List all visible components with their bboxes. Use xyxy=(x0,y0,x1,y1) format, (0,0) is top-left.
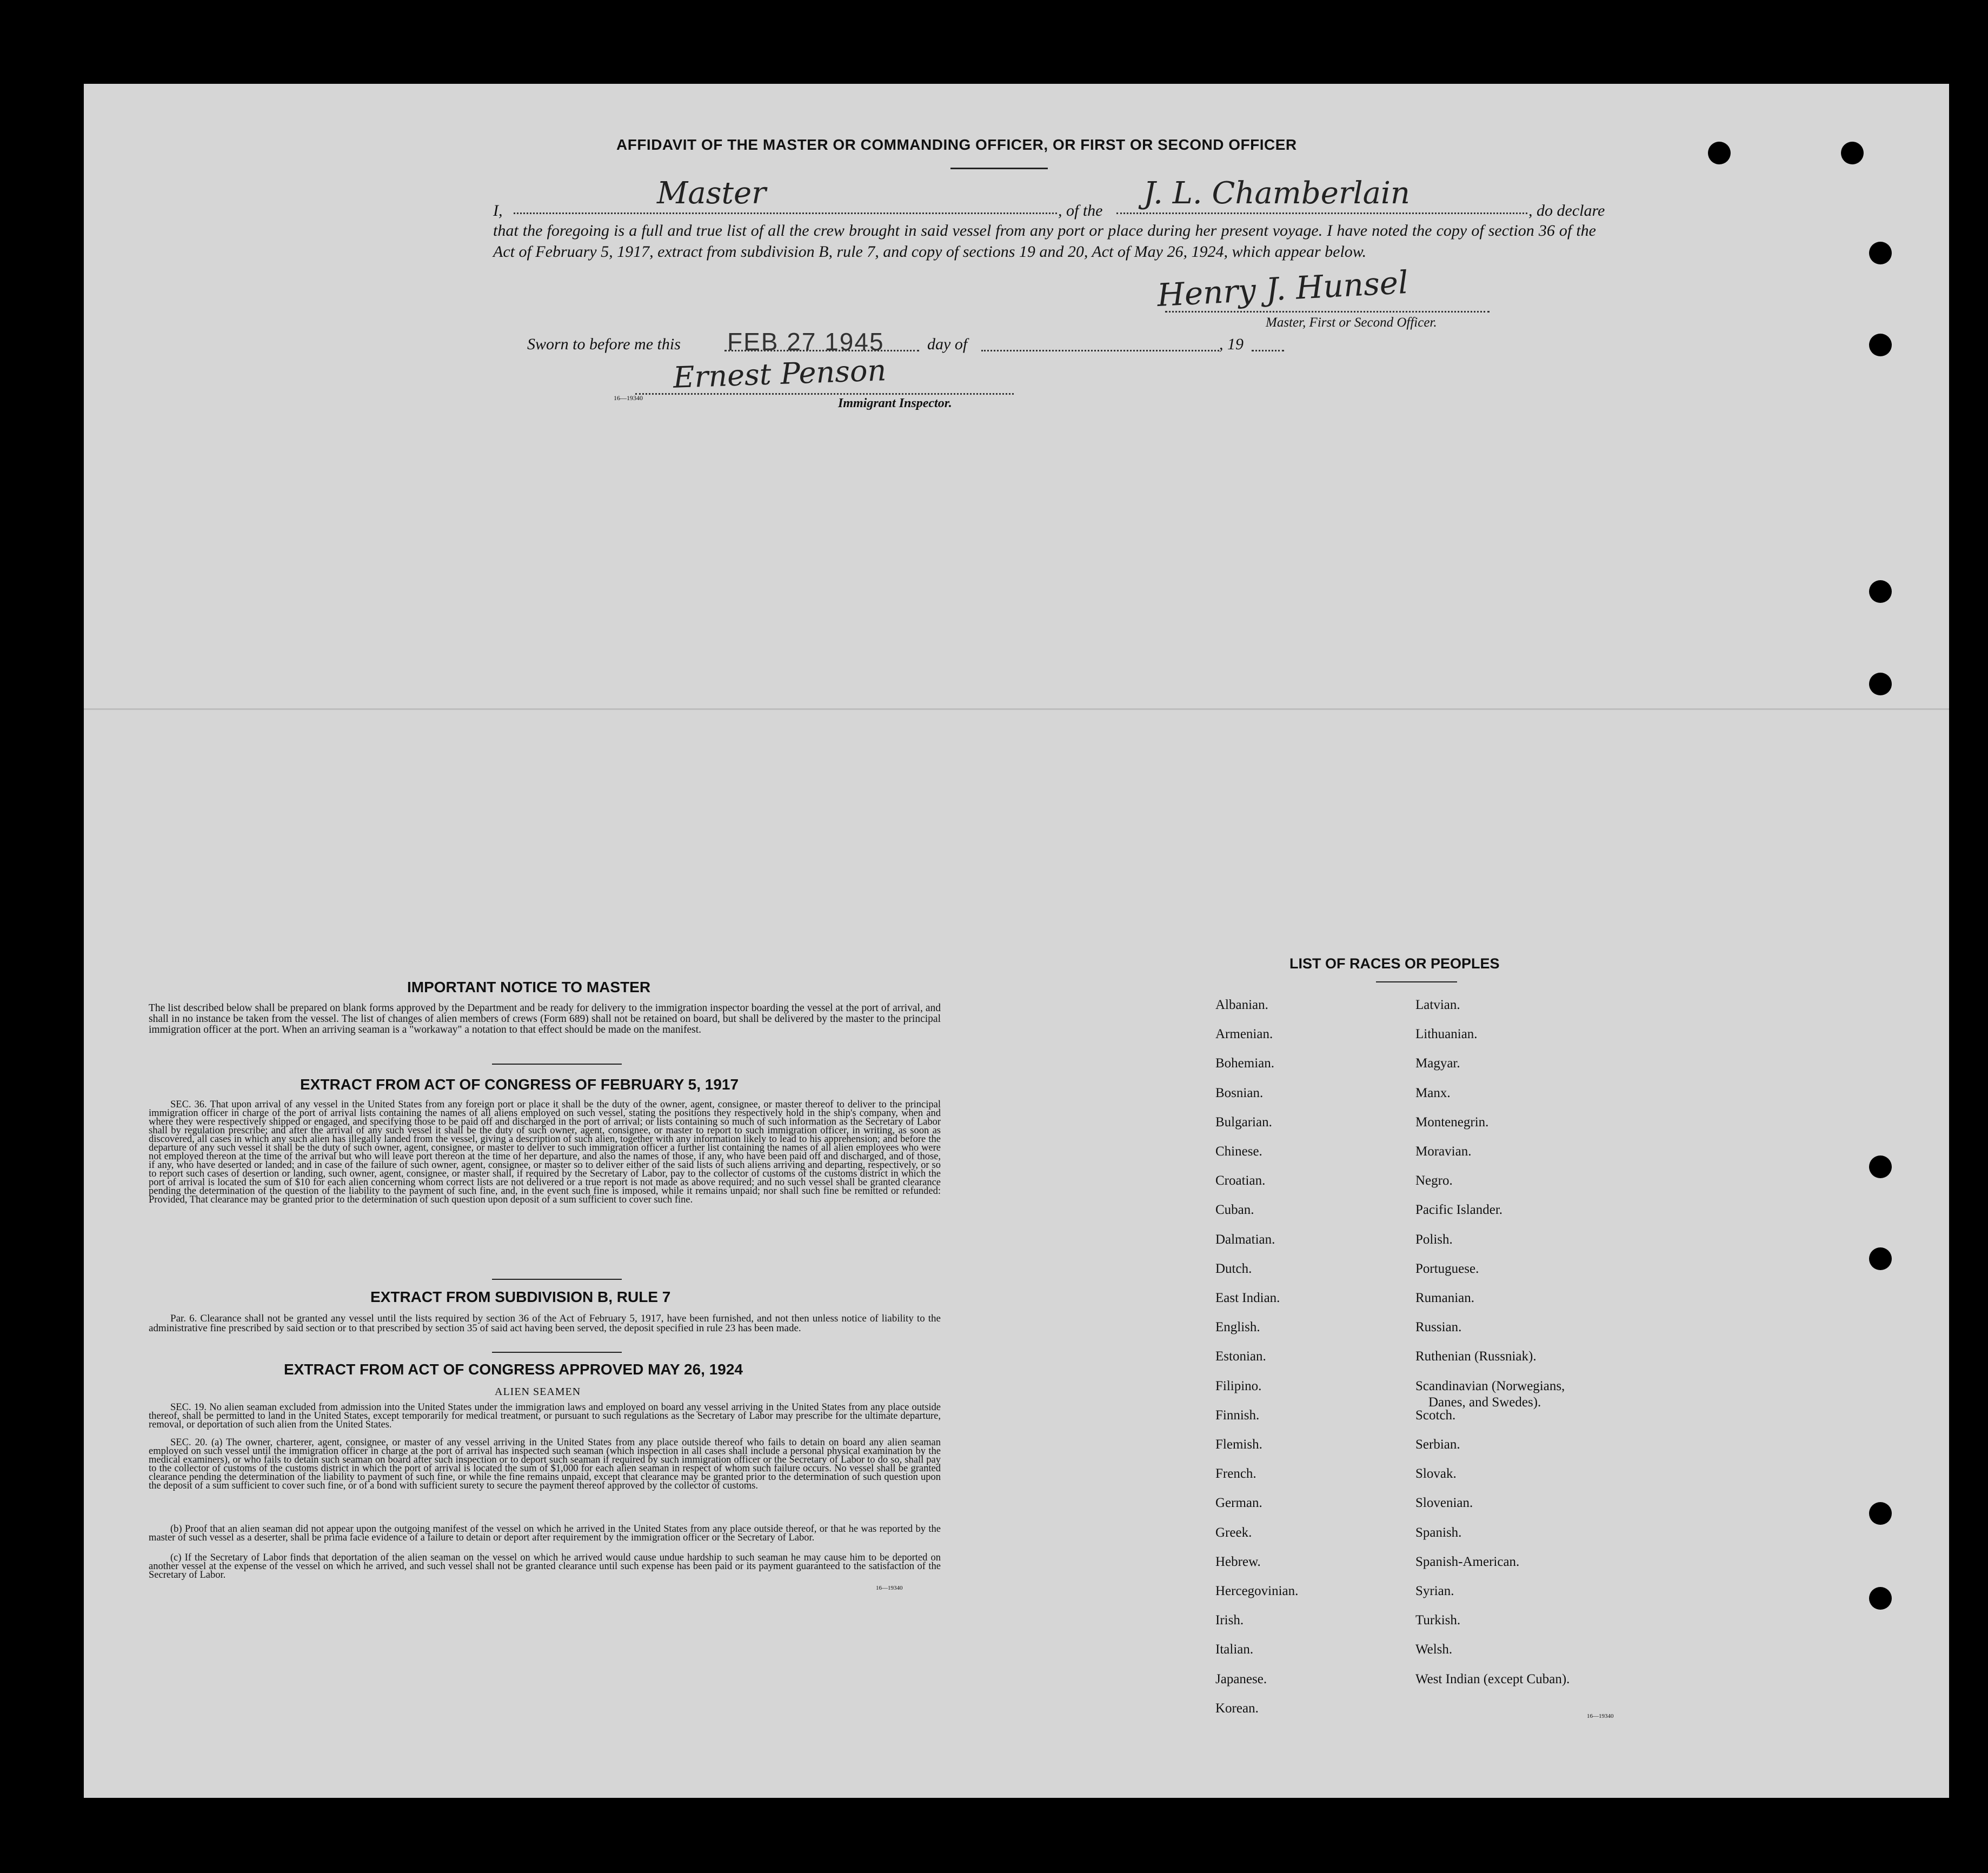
race-item: Polish. xyxy=(1415,1232,1453,1247)
punch-hole xyxy=(1841,142,1864,164)
extract3-subtitle: ALIEN SEAMEN xyxy=(495,1386,581,1398)
sec20a-text: SEC. 20. (a) The owner, charterer, agent, consignee, or master of any vessel arriving in the United States from any place outside thereof who fails to detain on board any alien seaman employed on such vessel until the immigration officer in charge at the port of arrival has inspected such seaman (which inspection in all cases shall include a personal physical examination by the medical examiners), or who fails to detain such seaman on board after such inspection or to deport such seaman if required by such immigration officer or the Secretary of Labor to do so, shall pay to the collector of customs of the customs district in which the port of arrival is located the sum of $1,000 for each alien seaman in respect of whom such failure occurs. No vessel shall be granted clearance pending the determination of the liability to payment of such fine, or while the fine remains unpaid, except that clearance may be granted prior to the determination of such question upon the deposit of a sum sufficient to cover such fine, or of a bond with sufficient surety to secure the payment thereof approved by the collector of customs. xyxy=(149,1437,941,1491)
punch-hole xyxy=(1869,242,1892,264)
month-line xyxy=(981,350,1219,351)
race-item: Slovak. xyxy=(1415,1466,1457,1482)
race-item: Lithuanian. xyxy=(1415,1027,1478,1042)
year-prefix: , 19 xyxy=(1219,335,1244,353)
race-item: Hebrew. xyxy=(1215,1554,1261,1569)
extract1-title: EXTRACT FROM ACT OF CONGRESS OF FEBRUARY 5, 1917 xyxy=(300,1076,739,1093)
extract1-text: SEC. 36. That upon arrival of any vessel in the United States from any foreign port or place it shall be the duty of the owner, agent, consignee, or master thereof to deliver to the principal immigration officer in charge of the port of arrival lists containing the names of all aliens employed on such vessel, stating the positions they respectively hold in the ship's company, when and where they were respectively shipped or engaged, and specifying those to be paid off and discharged in the port of arrival; or lists containing so much of such information as the Secretary of Labor shall by regulation prescribe; and after the arrival of any such vessel it shall be the duty of such owner, agent, consignee, or master to report to such immigration officer, in writing, as soon as discovered, all cases in which any such alien has illegally landed from the vessel, giving a description of such alien, together with any information likely to lead to his apprehension; and before the departure of any such vessel it shall be the duty of such owner, agent, consignee, or master to deliver to such immigration officer a further list containing the names of all alien employees who were not employed thereon at the time of the arrival but who will leave port thereon at the time of her departure, and also the names of those, if any, who have been paid off and discharged, and of those, if any, who have deserted or landed; and in case of the failure of such owner, agent, consignee, or master so to deliver either of the said lists of such aliens arriving and departing, respectively, or so to report such cases of desertion or landing, such owner, agent, consignee, or master shall, if required by the Secretary of Labor, pay to the collector of customs of the customs district in which the port of arrival is located the sum of $10 for each alien concerning whom correct lists are not delivered or a true report is not made as above required; and no such vessel shall be granted clearance pending the determination of the question of the liability to the payment of such fine, and, in the event such fine is imposed, while it remains unpaid; nor shall such fine be remitted or refunded: Provided, That clearance may be granted prior to the determination of such question upon deposit of a sum sufficient to cover such fine. xyxy=(149,1099,941,1205)
race-item: Magyar. xyxy=(1415,1056,1460,1071)
affidavit-of-the: , of the xyxy=(1058,202,1103,220)
race-item: West Indian (except Cuban). xyxy=(1415,1671,1570,1686)
extract2-title: EXTRACT FROM SUBDIVISION B, RULE 7 xyxy=(370,1288,671,1305)
race-item: Spanish-American. xyxy=(1415,1554,1520,1569)
divider xyxy=(492,1064,622,1065)
race-item: Russian. xyxy=(1415,1320,1462,1335)
race-item: Ruthenian (Russniak). xyxy=(1415,1349,1537,1364)
punch-hole xyxy=(1869,1155,1892,1178)
punch-hole xyxy=(1708,142,1731,164)
race-item: Cuban. xyxy=(1215,1203,1254,1218)
races-title: LIST OF RACES OR PEOPLES xyxy=(1289,955,1500,972)
race-item: Hercegovinian. xyxy=(1215,1584,1299,1598)
punch-hole xyxy=(1869,580,1892,603)
notice-title: IMPORTANT NOTICE TO MASTER xyxy=(407,979,651,995)
sec20c-text: (c) If the Secretary of Labor finds that deportation of the alien seaman on the vessel on which he arrived would cause undue hardship to such seaman he may cause him to be deported on another vessel at the expense of the vessel on which he arrived, and such vessel shall not be granted clearance until such expense has been paid or its payment guaranteed to the satisfaction of the Secretary of Labor. xyxy=(149,1552,941,1580)
race-item: Scotch. xyxy=(1415,1407,1456,1423)
master-signature: Henry J. Hunsel xyxy=(1156,263,1409,314)
punch-hole xyxy=(1869,673,1892,695)
race-item: German. xyxy=(1215,1496,1262,1511)
race-item: Japanese. xyxy=(1215,1671,1267,1686)
notice-form-number: 16—19340 xyxy=(876,1585,903,1591)
race-item: French. xyxy=(1215,1466,1256,1482)
race-item: English. xyxy=(1215,1320,1260,1335)
race-item: Irish. xyxy=(1215,1613,1244,1628)
signature-line xyxy=(1165,311,1490,313)
race-item: Rumanian. xyxy=(1415,1291,1475,1305)
race-item: Manx. xyxy=(1415,1085,1451,1100)
race-item: Chinese. xyxy=(1215,1144,1262,1159)
document-sheet xyxy=(84,84,1949,1798)
affidavit-title: AFFIDAVIT OF THE MASTER OR COMMANDING OFFICER, OR FIRST OR SECOND OFFICER xyxy=(616,136,1297,153)
sworn-prefix: Sworn to before me this xyxy=(527,335,681,353)
race-item: Croatian. xyxy=(1215,1173,1266,1188)
signature-caption: Master, First or Second Officer. xyxy=(1266,315,1437,330)
form-number: 16—19340 xyxy=(614,394,643,402)
race-item: Estonian. xyxy=(1215,1349,1266,1364)
race-item: Slovenian. xyxy=(1415,1496,1473,1511)
race-item: Moravian. xyxy=(1415,1144,1472,1159)
extract2-text: Par. 6. Clearance shall not be granted any vessel until the lists required by section 36 of the Act of February 5, 1917, have been furnished, and not then unless notice of liability to the administrative fine prescribed by said section or to that prescribed by section 35 of said act having been served, the deposit specified in rule 23 has been made. xyxy=(149,1313,941,1334)
race-item: Scandinavian (Norwegians, xyxy=(1415,1378,1565,1393)
handwritten-vessel: J. L. Chamberlain xyxy=(1143,176,1410,211)
fold-line xyxy=(84,708,1949,710)
race-item: Danes, and Swedes). xyxy=(1428,1394,1541,1410)
race-item: Bulgarian. xyxy=(1215,1114,1272,1130)
handwritten-rank: Master xyxy=(657,176,766,211)
affidavit-body: that the foregoing is a full and true list of all the crew brought in said vessel from any port or place during her present voyage. I have noted the copy of section 36 of the Act of February 5, 1917, extract from subdivision B, rule 7, and copy of sections 19 and 20, Act of May 26, 1924, which appear below. xyxy=(493,222,1596,261)
race-item: Flemish. xyxy=(1215,1437,1262,1452)
vessel-line xyxy=(1116,212,1527,214)
sec20b-text: (b) Proof that an alien seaman did not appear upon the outgoing manifest of the vessel on which he arrived in the United States from any place outside thereof, or that he was reported by the master of such vessel as a deserter, shall be prima facie evidence of a failure to detain or deport after requirement by the immigration officer or the Secretary of Labor. xyxy=(149,1524,941,1543)
race-item: Negro. xyxy=(1415,1173,1453,1188)
inspector-line xyxy=(635,393,1014,395)
race-item: Italian. xyxy=(1215,1642,1254,1657)
inspector-signature: Ernest Penson xyxy=(673,353,887,395)
race-item: Bohemian. xyxy=(1215,1056,1275,1071)
race-item: Finnish. xyxy=(1215,1407,1260,1423)
divider xyxy=(492,1279,622,1280)
race-item: Korean. xyxy=(1215,1701,1259,1716)
race-item: Dutch. xyxy=(1215,1261,1252,1276)
races-form-number: 16—19340 xyxy=(1587,1713,1614,1719)
race-item: Pacific Islander. xyxy=(1415,1203,1503,1218)
day-of: day of xyxy=(927,335,968,353)
sec19-text: SEC. 19. No alien seaman excluded from admission into the United States under the immigration laws and employed on board any vessel arriving in the United States from any place outside thereof, shall be permitted to land in the United States, except temporarily for medical treatment, or pursuant to such regulations as the Secretary of Labor may prescribe for the ultimate departure, removal, or deportation of such alien from the United States. xyxy=(149,1402,941,1430)
race-item: Albanian. xyxy=(1215,998,1268,1012)
race-item: Welsh. xyxy=(1415,1642,1453,1657)
race-item: Turkish. xyxy=(1415,1613,1461,1628)
divider xyxy=(492,1352,622,1353)
punch-hole xyxy=(1869,334,1892,356)
affidavit-i: I, xyxy=(493,202,503,220)
race-item: Serbian. xyxy=(1415,1437,1460,1452)
title-rule xyxy=(950,168,1048,169)
divider xyxy=(1376,981,1457,982)
rank-line xyxy=(514,212,1057,214)
race-item: Filipino. xyxy=(1215,1378,1262,1393)
extract3-title: EXTRACT FROM ACT OF CONGRESS APPROVED MAY 26, 1924 xyxy=(284,1361,743,1378)
punch-hole xyxy=(1869,1587,1892,1610)
punch-hole xyxy=(1869,1247,1892,1270)
race-item: Latvian. xyxy=(1415,998,1460,1012)
race-item: Greek. xyxy=(1215,1525,1252,1540)
date-stamp: FEB 27 1945 xyxy=(727,328,885,356)
inspector-caption: Immigrant Inspector. xyxy=(838,396,952,410)
race-item: Syrian. xyxy=(1415,1584,1454,1598)
race-item: East Indian. xyxy=(1215,1291,1280,1305)
race-item: Dalmatian. xyxy=(1215,1232,1275,1247)
affidavit-do-declare: , do declare xyxy=(1528,202,1605,220)
year-line xyxy=(1252,350,1284,351)
race-item: Spanish. xyxy=(1415,1525,1462,1540)
punch-hole xyxy=(1869,1502,1892,1525)
notice-text: The list described below shall be prepared on blank forms approved by the Department and be ready for delivery to the immigration inspector boarding the vessel at the port of arrival, and shall in no instance be taken from the vessel. The list of changes of alien members of crews (Form 689) shall not be retained on board, but shall be delivered by the master to the principal immigration officer at the port. When an arriving seaman is a "workaway" a notation to that effect should be made on the manifest. xyxy=(149,1002,941,1035)
race-item: Montenegrin. xyxy=(1415,1114,1489,1130)
race-item: Portuguese. xyxy=(1415,1261,1479,1276)
race-item: Bosnian. xyxy=(1215,1085,1264,1100)
race-item: Armenian. xyxy=(1215,1027,1273,1042)
